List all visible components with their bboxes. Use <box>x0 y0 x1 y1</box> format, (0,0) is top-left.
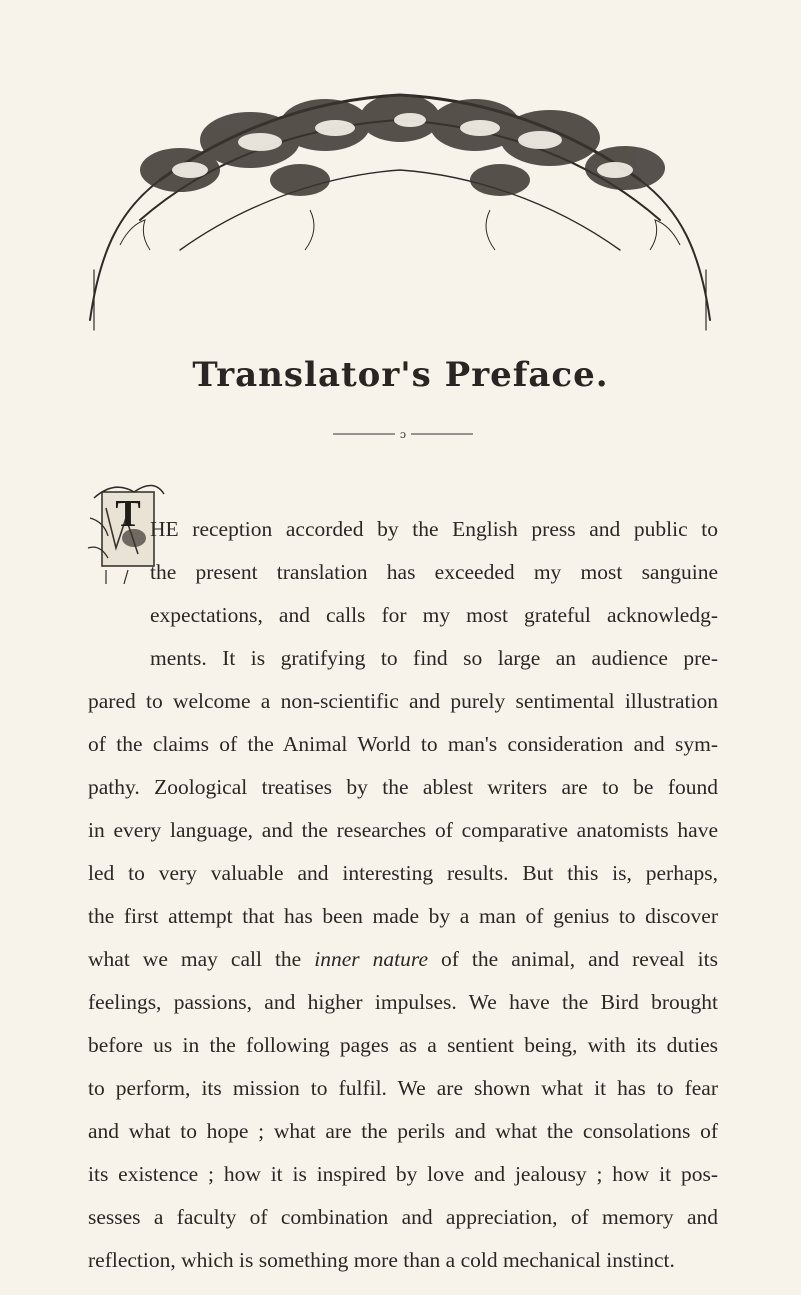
text-line: to perform, its mission to fulfil. We are shown what it has to fear <box>88 1076 718 1100</box>
text-fragment: of the animal, and reveal its <box>427 947 718 971</box>
text-line: the present translation has exceeded my most sanguine <box>150 560 718 584</box>
text-line: expectations, and calls for my most grateful acknowledg- <box>150 603 718 627</box>
text-line: pathy. Zoological treatises by the ablest writers are to be found <box>88 775 718 799</box>
text-line: reflection, which is something more than a cold mechanical instinct. <box>88 1248 675 1272</box>
preface-paragraph <box>88 508 718 1282</box>
text-line: and what to hope ; what are the perils and what the consolations of <box>88 1119 718 1143</box>
page-title: Translator's Preface. <box>192 355 609 395</box>
title-rule-ornament <box>333 428 473 440</box>
text-line: feelings, passions, and higher impulses. We have the Bird brought <box>88 990 718 1014</box>
text-line: ments. It is gratifying to find so large an audience pre- <box>150 646 718 670</box>
text-line <box>88 938 718 981</box>
text-fragment: what we may call the <box>88 947 315 971</box>
svg-text:ɔ: ɔ <box>399 428 407 440</box>
text-line: HE reception accorded by the English press and public to <box>150 517 718 541</box>
text-line: sesses a faculty of combination and appreciation, of memory and <box>88 1205 718 1229</box>
emphasis-inner-nature: inner nature <box>314 947 428 971</box>
text-line: led to very valuable and interesting results. But this is, perhaps, <box>88 861 718 885</box>
ornamental-headpiece-engraving <box>80 70 720 360</box>
text-line: before us in the following pages as a sentient being, with its duties <box>88 1033 718 1057</box>
text-line: its existence ; how it is inspired by love and jealousy ; how it pos- <box>88 1162 718 1186</box>
text-line: pared to welcome a non-scientific and purely sentimental illustration <box>88 689 718 713</box>
text-line: of the claims of the Animal World to man's consideration and sym- <box>88 732 718 756</box>
text-line: the first attempt that has been made by a man of genius to discover <box>88 904 718 928</box>
text-line: in every language, and the researches of comparative anatomists have <box>88 818 718 842</box>
initial-letter-text: T <box>115 493 141 535</box>
